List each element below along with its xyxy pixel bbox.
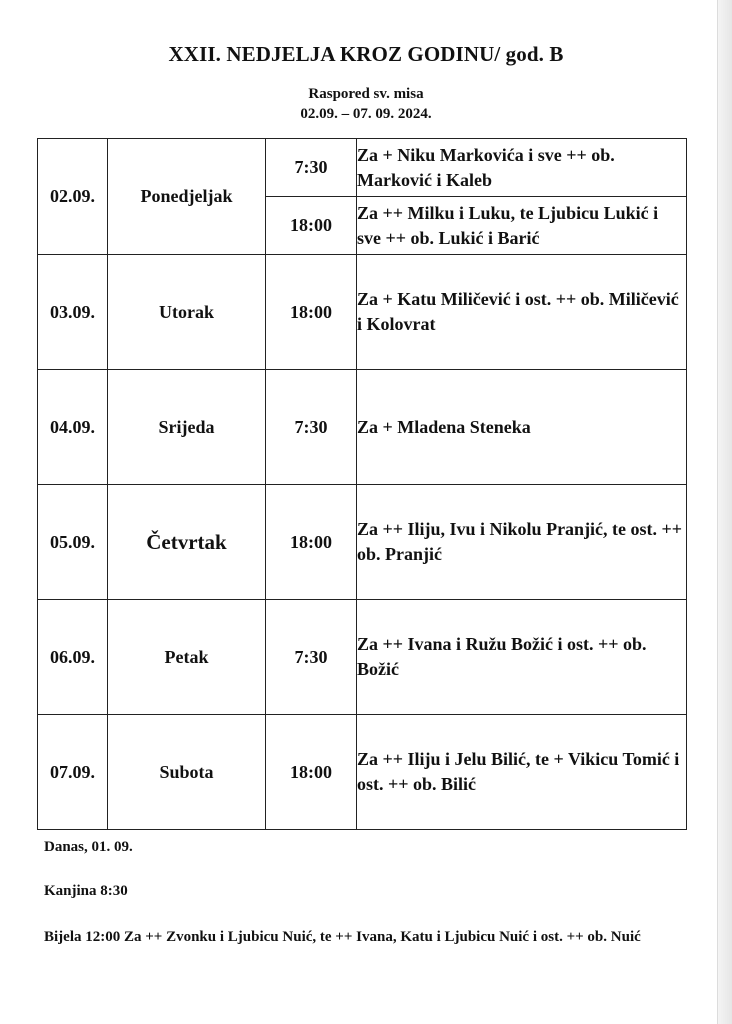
row-day: Ponedjeljak xyxy=(108,139,266,255)
page-title: XXII. NEDJELJA KROZ GODINU/ god. B xyxy=(168,42,564,66)
mass-intention: Za ++ Milku i Luku, te Ljubicu Lukić i sve ++ ob. Lukić i Barić xyxy=(357,197,687,255)
mass-time: 18:00 xyxy=(266,485,357,600)
mass-intention: Za ++ Ivana i Ružu Božić i ost. ++ ob. Božić xyxy=(357,600,687,715)
mass-time: 18:00 xyxy=(266,197,357,255)
note-today: Danas, 01. 09. xyxy=(44,839,133,855)
table-row xyxy=(38,139,687,197)
table-row xyxy=(38,485,687,600)
page-subtitle: Raspored sv. misa xyxy=(308,86,424,102)
row-day: Petak xyxy=(108,600,266,715)
mass-time: 18:00 xyxy=(266,715,357,830)
row-date: 02.09. xyxy=(38,139,108,255)
mass-time: 7:30 xyxy=(266,600,357,715)
mass-time: 7:30 xyxy=(266,139,357,197)
mass-intention: Za + Katu Miličević i ost. ++ ob. Miličević i Kolovrat xyxy=(357,255,687,370)
row-date: 06.09. xyxy=(38,600,108,715)
table-row xyxy=(38,370,687,485)
date-range: 02.09. – 07. 09. 2024. xyxy=(300,106,432,122)
row-date: 07.09. xyxy=(38,715,108,830)
mass-intention: Za + Niku Markovića i sve ++ ob. Marković i Kaleb xyxy=(357,139,687,197)
row-date: 05.09. xyxy=(38,485,108,600)
mass-intention: Za ++ Iliju, Ivu i Nikolu Pranjić, te ost. ++ ob. Pranjić xyxy=(357,485,687,600)
page-edge-shadow xyxy=(717,0,732,1024)
mass-intention: Za + Mladena Steneka xyxy=(357,370,687,485)
note-bijela: Bijela 12:00 Za ++ Zvonku i Ljubicu Nuić, te ++ Ivana, Katu i Ljubicu Nuić i ost. ++ ob. Nuić xyxy=(44,929,641,945)
row-day: Subota xyxy=(108,715,266,830)
note-kanjina: Kanjina 8:30 xyxy=(44,883,128,899)
row-day: Srijeda xyxy=(108,370,266,485)
mass-time: 18:00 xyxy=(266,255,357,370)
row-date: 03.09. xyxy=(38,255,108,370)
table-row xyxy=(38,715,687,830)
table-row xyxy=(38,255,687,370)
mass-schedule-table xyxy=(37,138,687,830)
mass-time: 7:30 xyxy=(266,370,357,485)
row-day: Četvrtak xyxy=(108,485,266,600)
table-row xyxy=(38,600,687,715)
row-day: Utorak xyxy=(108,255,266,370)
row-date: 04.09. xyxy=(38,370,108,485)
mass-intention: Za ++ Iliju i Jelu Bilić, te + Vikicu Tomić i ost. ++ ob. Bilić xyxy=(357,715,687,830)
